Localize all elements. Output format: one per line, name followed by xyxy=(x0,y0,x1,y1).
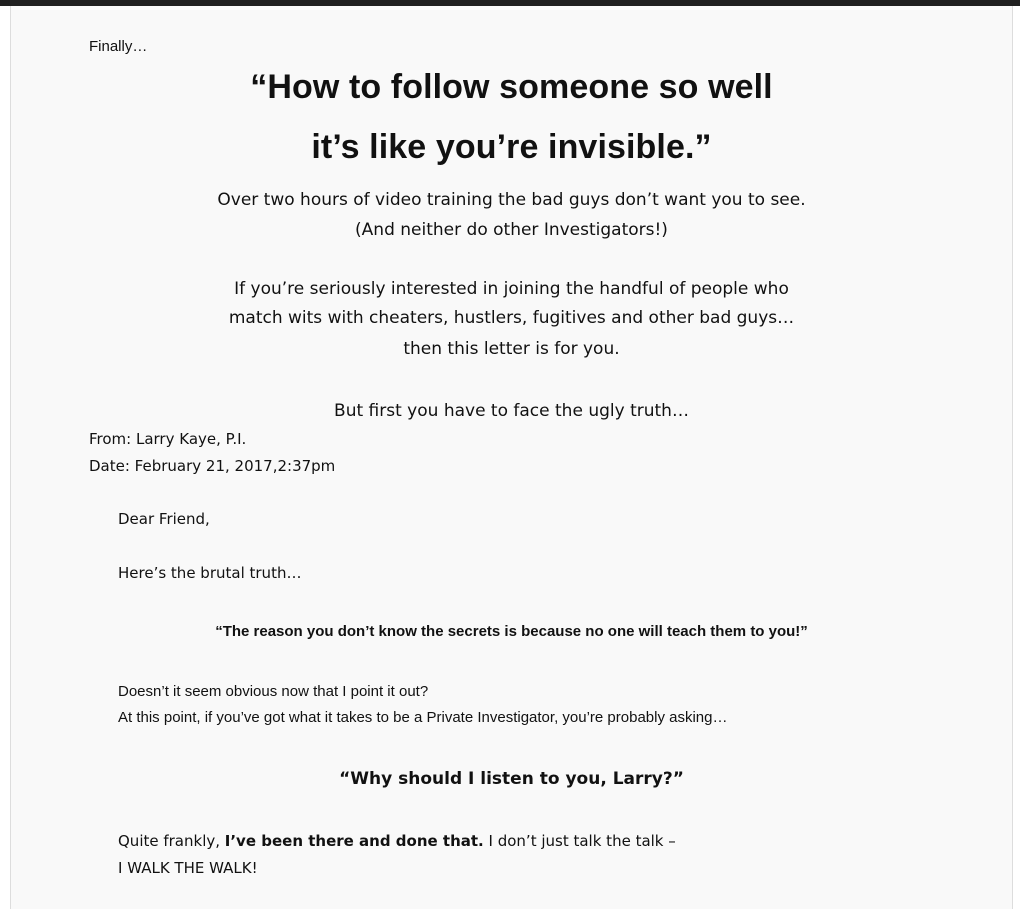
frankly-pre: Quite frankly, xyxy=(118,832,225,850)
subhead-line-1: Over two hours of video training the bad guys don’t want you to see. xyxy=(217,190,806,210)
intro-text: Finally… xyxy=(89,38,148,55)
from-line: From: Larry Kaye, P.I. xyxy=(89,430,247,448)
greeting: Dear Friend, xyxy=(118,510,210,528)
frankly-post: I don’t just talk the talk – xyxy=(483,832,676,850)
invite-line-1: If you’re seriously interested in joining the handful of people who xyxy=(234,279,789,299)
obvious-line-2: At this point, if you’ve got what it takes to be a Private Investigator, you’re probably asking… xyxy=(118,709,728,726)
headline-line-2: it’s like you’re invisible.” xyxy=(311,128,712,166)
subhead-line-2: (And neither do other Investigators!) xyxy=(355,220,668,240)
key-quote: “The reason you don’t know the secrets is because no one will teach them to you!” xyxy=(215,623,808,640)
date-line: Date: February 21, 2017,2:37pm xyxy=(89,457,336,475)
invite-line-3: then this letter is for you. xyxy=(403,339,620,359)
brutal-truth-line: Here’s the brutal truth… xyxy=(118,564,302,582)
invite-line-2: match wits with cheaters, hustlers, fugitives and other bad guys… xyxy=(228,308,795,328)
sales-letter-page xyxy=(10,6,1013,909)
obvious-line-1: Doesn’t it seem obvious now that I point it out? xyxy=(118,683,429,700)
why-listen-heading: “Why should I listen to you, Larry?” xyxy=(339,769,684,789)
frankly-bold: I’ve been there and done that. xyxy=(224,832,484,850)
walk-the-walk-line: I WALK THE WALK! xyxy=(118,859,258,877)
frankly-line xyxy=(118,832,676,850)
headline-line-1: “How to follow someone so well xyxy=(250,68,773,106)
ugly-truth-text: But first you have to face the ugly truth… xyxy=(334,401,689,421)
